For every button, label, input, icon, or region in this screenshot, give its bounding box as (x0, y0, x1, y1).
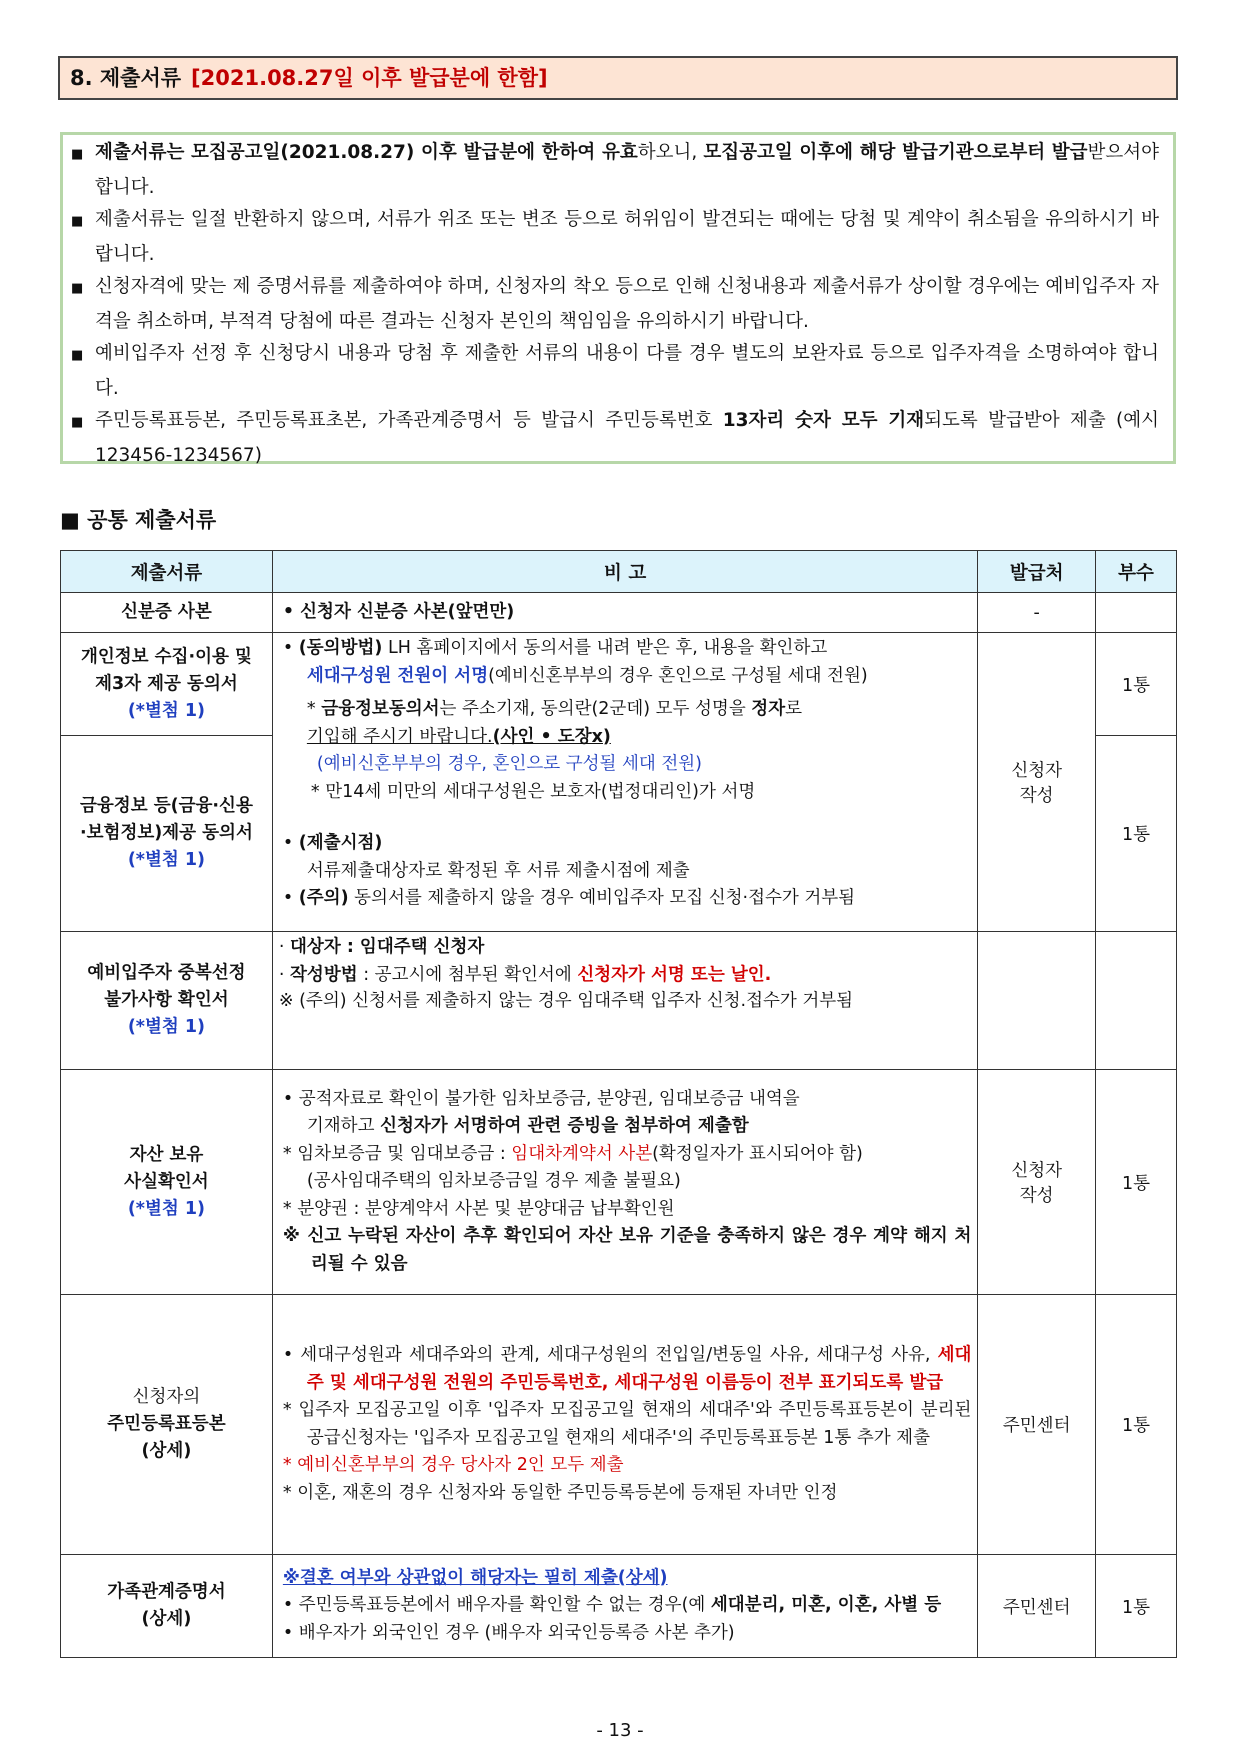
doc-issuer: 주민센터 (978, 1555, 1096, 1658)
note-line: * 입주자 모집공고일 이후 '입주자 모집공고일 현재의 세대주'와 주민등록표등본이 분리된 공급신청자는 '입주자 모집공고일 현재의 세대주'의 주민등록표등본 1통 추가 제출 (282, 1400, 972, 1448)
doc-note: • 신청자 신분증 사본(앞면만) (272, 593, 978, 633)
note-line: • (동의방법) LH 홈페이지에서 동의서를 내려 받은 후, 내용을 확인하고 (282, 638, 828, 658)
note-line: 세대구성원 전원이 서명(예비신혼부부의 경우 혼인으로 구성될 세대 전원) (306, 665, 868, 686)
doc-issuer (978, 932, 1096, 1070)
bullet-icon: ■ (71, 415, 84, 430)
note-line: (공사임대주택의 임차보증금일 경우 제출 불필요) (306, 1171, 681, 1192)
doc-name (61, 1070, 273, 1295)
doc-name-line: 제3자 제공 동의서 (95, 673, 238, 694)
notice-item (71, 405, 1159, 472)
doc-name-line: 예비입주자 중복선정 (87, 963, 246, 983)
note-line: * 분양권 : 분양계약서 사본 및 분양대금 납부확인원 (282, 1198, 675, 1219)
table-row (61, 932, 1177, 1070)
common-docs-table (60, 550, 1177, 1658)
notice-text: 13자리 숫자 모두 기재 (722, 410, 925, 431)
attachment-ref: (*별첨 1) (127, 1198, 206, 1219)
notice-text: 되도록 발급받아 제출 (예시 123456-1234567) (95, 410, 1159, 466)
notice-text: 모집공고일 이후에 해당 발급기관으로부터 발급 (703, 142, 1088, 163)
doc-issuer: 신청자 작성 (978, 633, 1096, 932)
doc-name-line: 자산 보유 (129, 1144, 204, 1165)
doc-name (61, 932, 273, 1070)
note-line: • (제출시점) (282, 833, 383, 853)
family-note (272, 1555, 978, 1658)
notice-text: 받으셔야 합니다. (95, 142, 1159, 198)
header-issuer: 발급처 (978, 551, 1096, 593)
note-line: 서류제출대상자로 확정된 후 서류 제출시점에 제출 (306, 860, 690, 881)
doc-issuer: 신청자 작성 (978, 1070, 1096, 1295)
table-row (61, 1555, 1177, 1658)
table-row (61, 633, 1177, 736)
note-line: * 임차보증금 및 임대보증금 : 임대차계약서 사본(확정일자가 표시되어야 함) (282, 1143, 863, 1164)
note-line: * 금융정보동의서는 주소기재, 동의란(2군데) 모두 성명을 정자로 (306, 699, 803, 719)
note-line: · 대상자 : 임대주택 신청자 (278, 937, 485, 957)
notice-item (71, 137, 1159, 204)
note-line: • 세대구성원과 세대주와의 관계, 세대구성원의 전입일/변동일 사유, 세대구성 사유, 세대주 및 세대구성원 전원의 주민등록번호, 세대구성원 이름등이 전부 표기되도록 발급 (282, 1345, 972, 1393)
notice-item (71, 338, 1159, 405)
note-line: 기입해 주시기 바랍니다.(사인 • 도장x) (306, 726, 611, 747)
bullet-icon: ■ (71, 214, 84, 229)
bullet-icon: ■ (71, 281, 84, 296)
doc-copies: 1통 (1095, 1555, 1176, 1658)
doc-name-line: 불가사항 확인서 (104, 990, 229, 1010)
common-docs-title: ■ 공통 제출서류 (60, 508, 217, 532)
notice-text: 예비입주자 선정 후 신청당시 내용과 당첨 후 제출한 서류의 내용이 다를 경우 별도의 보완자료 등으로 입주자격을 소명하여야 합니다. (95, 343, 1159, 399)
header-doc: 제출서류 (61, 551, 273, 593)
doc-name-line: 신청자의 (132, 1387, 201, 1407)
notice-item (71, 204, 1159, 271)
doc-name-line: 사실확인서 (124, 1171, 209, 1192)
attachment-ref: (*별첨 1) (127, 1017, 206, 1037)
doc-name (61, 1295, 273, 1555)
notice-text: 제출서류는 일절 반환하지 않으며, 서류가 위조 또는 변조 등으로 허위임이 발견되는 때에는 당첨 및 계약이 취소됨을 유의하시기 바랍니다. (95, 209, 1159, 265)
notice-text: 신청자격에 맞는 제 증명서류를 제출하여야 하며, 신청자의 착오 등으로 인해 신청내용과 제출서류가 상이할 경우에는 예비입주자 자격을 취소하며, 부적격 당첨에 따른 결과는 신청자 본인의 책임임을 유의하시기 바랍니다. (95, 276, 1159, 332)
doc-copies (1095, 593, 1176, 633)
doc-name-line: 주민등록표등본 (107, 1414, 226, 1434)
doc-name-line: (상세) (141, 1441, 192, 1461)
note-line: * 만14세 미만의 세대구성원은 보호자(법정대리인)가 서명 (310, 781, 756, 802)
consent-note (272, 633, 978, 932)
doc-copies: 1통 (1095, 633, 1176, 736)
section-title (58, 56, 1178, 100)
attachment-ref: (*별첨 1) (127, 700, 206, 721)
doc-copies: 1통 (1095, 1295, 1176, 1555)
table-row (61, 1070, 1177, 1295)
doc-issuer: 주민센터 (978, 1295, 1096, 1555)
header-note: 비 고 (272, 551, 978, 593)
resident-note (272, 1295, 978, 1555)
table-header-row (61, 551, 1177, 593)
section-number-title: 8. 제출서류 (70, 66, 182, 90)
notice-item (71, 271, 1159, 338)
doc-name-line: ·보험정보)제공 동의서 (79, 823, 253, 843)
note-line: • (주의) 동의서를 제출하지 않을 경우 예비입주자 모집 신청·접수가 거부됨 (282, 888, 856, 908)
bullet-icon: ■ (71, 147, 84, 162)
section-highlight: [2021.08.27일 이후 발급분에 한함] (191, 66, 548, 90)
asset-note (272, 1070, 978, 1295)
note-line: ※ (주의) 신청서를 제출하지 않는 경우 임대주택 입주자 신청.접수가 거부됨 (278, 991, 854, 1011)
doc-name (61, 736, 273, 932)
doc-name-line: 금융정보 등(금융·신용 (79, 796, 253, 816)
notice-text: 제출서류는 모집공고일(2021.08.27) 이후 발급분에 한하여 유효 (95, 142, 638, 163)
table-row (61, 593, 1177, 633)
attachment-ref: (*별첨 1) (127, 850, 206, 870)
notice-text: 주민등록표등본, 주민등록표초본, 가족관계증명서 등 발급시 주민등록번호 (95, 410, 723, 431)
doc-name-line: 가족관계증명서 (107, 1582, 226, 1602)
doc-name (61, 633, 273, 736)
note-line: ※결혼 여부와 상관없이 해당자는 필히 제출(상세) (282, 1567, 668, 1588)
note-line: * 이혼, 재혼의 경우 신청자와 동일한 주민등록등본에 등재된 자녀만 인정 (282, 1482, 838, 1503)
doc-name (61, 1555, 273, 1658)
doc-name: 신분증 사본 (61, 593, 273, 633)
doc-copies: 1통 (1095, 1070, 1176, 1295)
doc-copies: 1통 (1095, 736, 1176, 932)
page-number: - 13 - (596, 1720, 644, 1741)
doc-name-line: (상세) (141, 1609, 192, 1629)
doc-name-line: 개인정보 수집·이용 및 (80, 646, 252, 667)
note-line: • 공적자료로 확인이 불가한 임차보증금, 분양권, 임대보증금 내역을 (282, 1088, 800, 1109)
header-copies: 부수 (1095, 551, 1176, 593)
note-line: 기재하고 신청자가 서명하여 관련 증빙을 첨부하여 제출함 (306, 1116, 749, 1137)
note-line: * 예비신혼부부의 경우 당사자 2인 모두 제출 (282, 1455, 624, 1475)
table-row (61, 1295, 1177, 1555)
notice-box (60, 132, 1176, 464)
dup-note (272, 932, 978, 1070)
doc-copies (1095, 932, 1176, 1070)
note-line: (예비신혼부부의 경우, 혼인으로 구성될 세대 전원) (316, 754, 703, 774)
note-line: · 작성방법 : 공고시에 첨부된 확인서에 신청자가 서명 또는 날인. (278, 964, 772, 985)
notice-text: 하오니, (637, 142, 704, 163)
bullet-icon: ■ (71, 348, 84, 363)
note-line: • 배우자가 외국인인 경우 (배우자 외국인등록증 사본 추가) (282, 1622, 735, 1643)
note-line: • 주민등록표등본에서 배우자를 확인할 수 없는 경우(예 세대분리, 미혼, 이혼, 사별 등 (282, 1595, 942, 1616)
note-line: ※ 신고 누락된 자산이 추후 확인되어 자산 보유 기준을 충족하지 않은 경우 계약 해지 처리될 수 있음 (282, 1226, 972, 1274)
doc-issuer: - (978, 593, 1096, 633)
